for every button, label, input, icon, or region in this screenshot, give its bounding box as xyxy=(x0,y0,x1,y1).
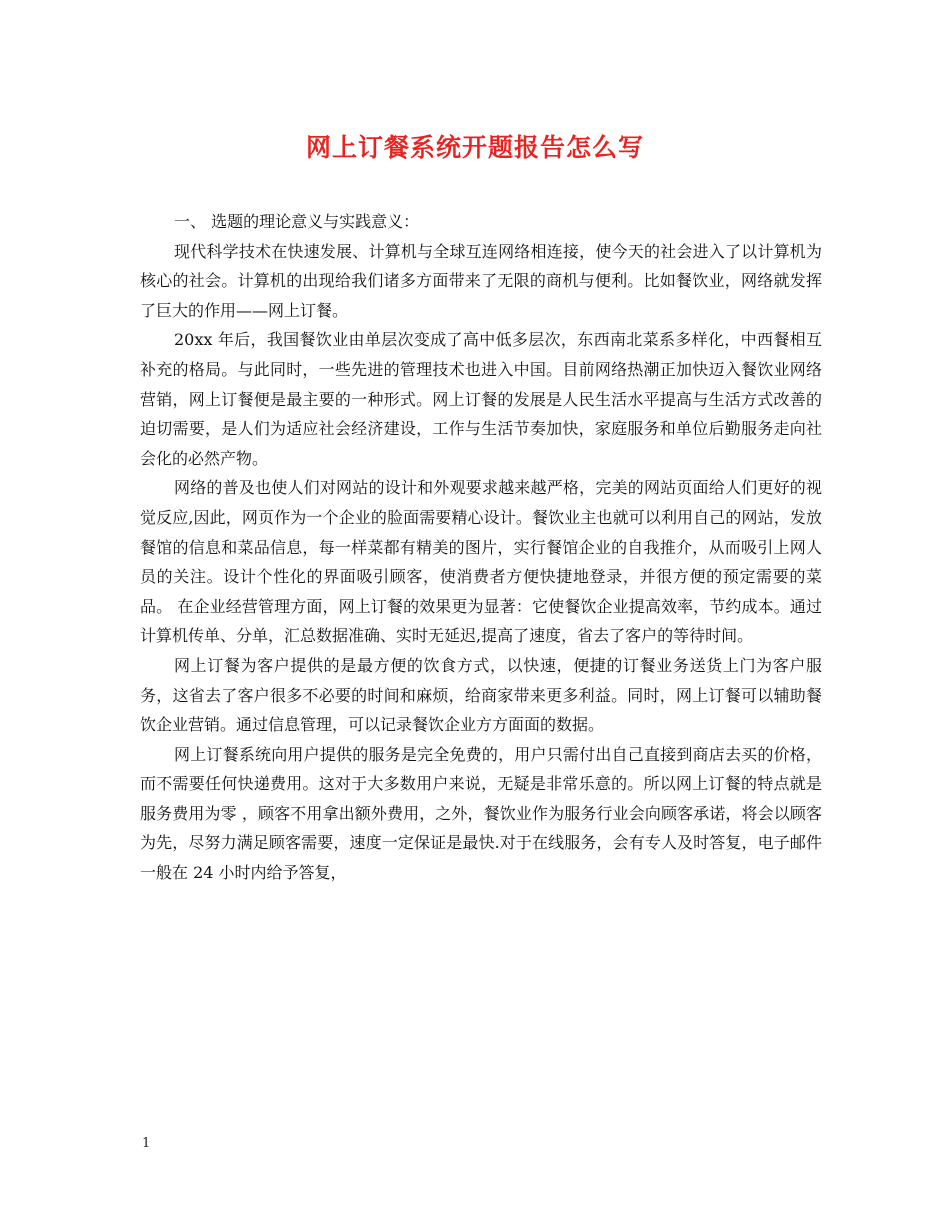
section-heading: 一、 选题的理论意义与实践意义： xyxy=(174,212,420,231)
paragraph-5: 网上订餐系统向用户提供的服务是完全免费的，用户只需付出自己直接到商店去买的价格，而不需要任何快递费用。这对于大多数用户来说，无疑是非常乐意的。所以网上订餐的特点就是服务费用为零 ，顾客不用拿出额外费用，之外，餐饮业作为服务行业会向顾客承诺，将会以顾客为先，尽努力满足顾客需要，速度一定保证是最快.对于在线服务，会有专人及时答复，电子邮件一般在 24 小时内给予答复， xyxy=(140,744,822,883)
paragraph-2: 20xx 年后，我国餐饮业由单层次变成了高中低多层次，东西南北菜系多样化，中西餐相互补充的格局。与此同时，一些先进的管理技术也进入中国。目前网络热潮正加快迈入餐饮业网络营销，网上订餐便是最主要的一种形式。网上订餐的发展是人民生活水平提高与生活方式改善的迫切需要，是人们为适应社会经济建设，工作与生活节奏加快，家庭服务和单位后勤服务走向社会化的必然产物。 xyxy=(140,330,822,468)
paragraph-1: 现代科学技术在快速发展、计算机与全球互连网络相连接，使今天的社会进入了以计算机为核心的社会。计算机的出现给我们诸多方面带来了无限的商机与便利。比如餐饮业，网络就发挥了巨大的作用——网上订餐。 xyxy=(140,241,822,320)
document-title: 网上订餐系统开题报告怎么写 xyxy=(305,133,644,162)
page-number: 1 xyxy=(142,1136,151,1151)
paragraph-4: 网上订餐为客户提供的是最方便的饮食方式，以快速，便捷的订餐业务送货上门为客户服务，这省去了客户很多不必要的时间和麻烦，给商家带来更多利益。同时，网上订餐可以辅助餐饮企业营销。通过信息管理，可以记录餐饮企业方方面面的数据。 xyxy=(140,655,822,735)
document-body xyxy=(140,207,822,888)
paragraph-3: 网络的普及也使人们对网站的设计和外观要求越来越严格，完美的网站页面给人们更好的视觉反应,因此，网页作为一个企业的脸面需要精心设计。餐饮业主也就可以利用自己的网站，发放餐馆的信息和菜品信息，每一样菜都有精美的图片，实行餐馆企业的自我推介，从而吸引上网人员的关注。设计个性化的界面吸引顾客，使消费者方便快捷地登录，并很方便的预定需要的菜品。 在企业经营管理方面，网上订餐的效果更为显著：它使餐饮企业提高效率，节约成本。通过计算机传单、分单，汇总数据准确、实时无延迟,提高了速度，省去了客户的等待时间。 xyxy=(140,478,822,646)
